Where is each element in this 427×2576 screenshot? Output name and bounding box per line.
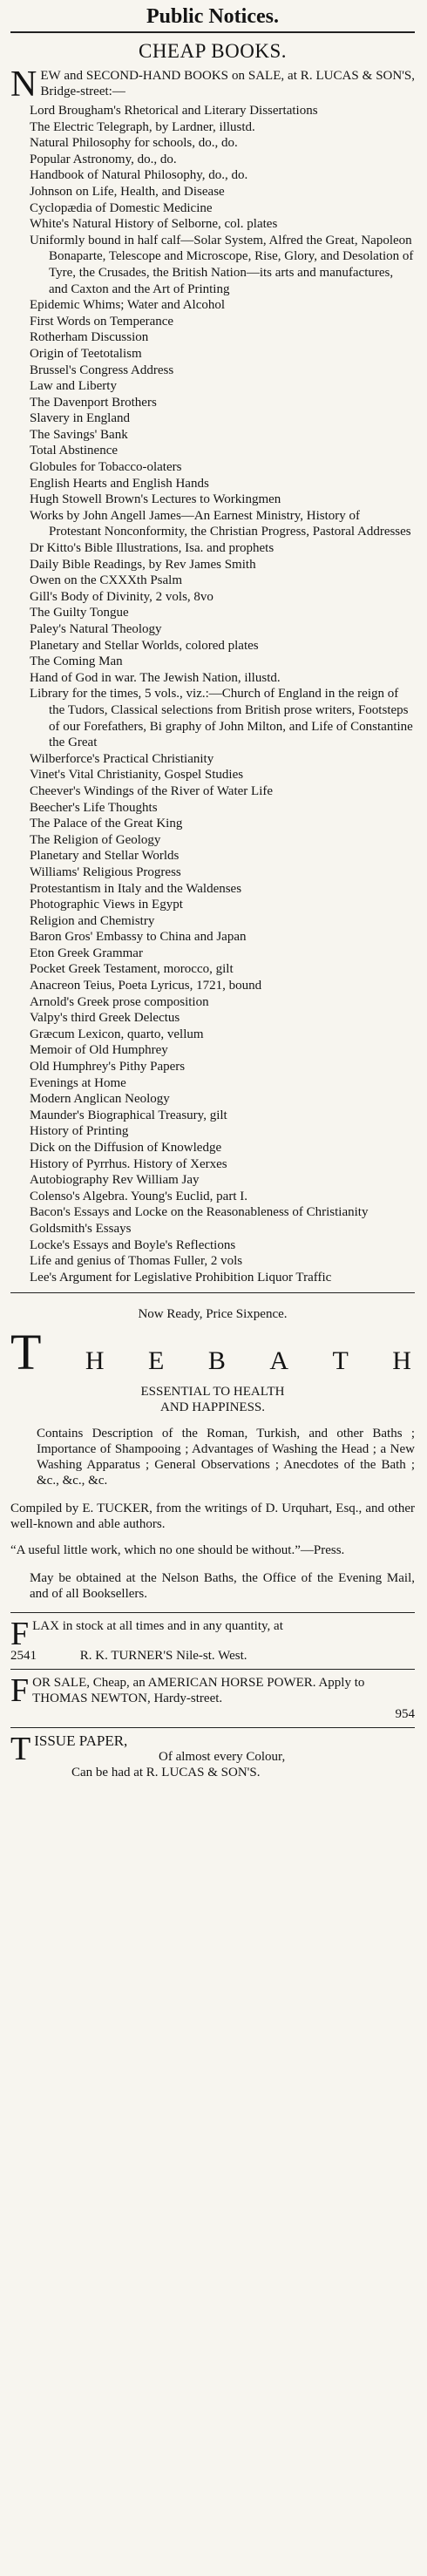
book-list-item: Rotherham Discussion <box>30 330 149 345</box>
horse-dropcap: F <box>10 1672 30 1710</box>
book-list-item: Lee's Argument for Legislative Prohibition Liquor Traffic <box>30 1270 332 1285</box>
book-list-item: Beecher's Life Thoughts <box>30 800 158 815</box>
bath-title-letter: T <box>10 1324 42 1381</box>
book-list-item: Brussel's Congress Address <box>30 363 174 377</box>
book-list-item: Origin of Teetotalism <box>30 346 142 361</box>
book-list-item: Anacreon Teius, Poeta Lyricus, 1721, bound <box>30 979 262 993</box>
flax-line1: LAX in stock at all times and in any quantity, at <box>32 1619 283 1634</box>
book-list-item: Pocket Greek Testament, morocco, gilt <box>30 962 234 977</box>
book-list-item: Lord Brougham's Rhetorical and Literary Dissertations <box>30 104 318 118</box>
horse-ref: 954 <box>395 1707 415 1722</box>
book-list-item: Johnson on Life, Health, and Disease <box>30 184 225 199</box>
book-list-item: Evenings at Home <box>30 1075 126 1090</box>
book-list-item: Williams' Religious Progress <box>30 864 181 879</box>
book-list-item: Law and Liberty <box>30 379 117 394</box>
bath-compiled: Compiled by E. TUCKER, from the writings of D. Urquhart, Esq., and other well-known and able authors. <box>10 1502 415 1532</box>
cheap-books-dropcap: N <box>10 64 37 105</box>
book-list-item: Arnold's Greek prose composition <box>30 994 209 1009</box>
divider <box>10 1612 415 1613</box>
flax-dropcap: F <box>10 1616 30 1653</box>
book-list-item: The Palace of the Great King <box>30 817 183 831</box>
divider <box>10 1669 415 1670</box>
book-list-item: Hand of God in war. The Jewish Nation, illustd. <box>30 670 281 685</box>
flax-address: R. K. TURNER'S Nile-st. West. <box>79 1649 247 1664</box>
book-list-item: Slavery in England <box>30 411 130 426</box>
book-list-item: History of Pyrrhus. History of Xerxes <box>30 1156 227 1171</box>
book-list-item: The Electric Telegraph, by Lardner, illustd. <box>30 119 255 134</box>
divider <box>10 1727 415 1728</box>
tissue-line1: ISSUE PAPER, <box>34 1732 128 1750</box>
book-list-item: Wilberforce's Practical Christianity <box>30 751 214 766</box>
book-list-item: The Savings' Bank <box>30 427 128 442</box>
book-list-item: Planetary and Stellar Worlds, colored plates <box>30 638 259 653</box>
book-list-item: Bacon's Essays and Locke on the Reasonableness of Christianity <box>30 1205 369 1220</box>
book-list-item: Library for the times, 5 vols., viz.:—Church of England in the reign of the Tudors, Classical selections from British prose writers, Footsteps of our Forefathers, Bi graphy of John Milton, and Life of Constantine the Great <box>30 687 413 750</box>
book-list-item: Owen on the CXXXth Psalm <box>30 573 182 588</box>
bath-subtitle-line2: AND HAPPINESS. <box>159 1400 266 1415</box>
book-list-item: The Davenport Brothers <box>30 395 157 410</box>
book-list-item: Modern Anglican Neology <box>30 1092 170 1107</box>
book-list-item: Dr Kitto's Bible Illustrations, Isa. and prophets <box>30 541 274 556</box>
book-list-item: Baron Gros' Embassy to China and Japan <box>30 930 247 945</box>
cheap-books-notice <box>10 38 415 1285</box>
bath-title <box>10 1324 415 1381</box>
book-list-item: Popular Astronomy, do., do. <box>30 152 177 166</box>
bath-subtitle-line1: ESSENTIAL TO HEALTH <box>140 1385 285 1400</box>
book-list-item: Epidemic Whims; Water and Alcohol <box>30 298 226 313</box>
book-list-item: First Words on Temperance <box>30 314 174 329</box>
book-list-item: Old Humphrey's Pithy Papers <box>30 1060 186 1074</box>
horse-notice <box>10 1672 415 1722</box>
book-list-item: Cheever's Windings of the River of Water Life <box>30 783 274 798</box>
flax-line2 <box>10 1648 415 1664</box>
book-list-item: Planetary and Stellar Worlds <box>30 849 180 864</box>
book-list-item: Religion and Chemistry <box>30 913 155 928</box>
book-list-item: Eton Greek Grammar <box>30 946 143 960</box>
book-list-item: Græcum Lexicon, quarto, vellum <box>30 1027 204 1041</box>
flax-notice <box>10 1618 415 1664</box>
book-list-item: Maunder's Biographical Treasury, gilt <box>30 1108 227 1122</box>
bath-title-letter: E <box>148 1346 165 1376</box>
book-list-item: White's Natural History of Selborne, col. plates <box>30 217 278 232</box>
bath-quote: “A useful little work, which no one should be without.”—Press. <box>10 1543 345 1558</box>
book-list-item: Paley's Natural Theology <box>30 622 162 636</box>
book-list-item: Natural Philosophy for schools, do., do. <box>30 136 238 151</box>
book-list-item: Goldsmith's Essays <box>30 1221 132 1236</box>
tissue-notice <box>10 1733 415 1780</box>
book-list-item: Vinet's Vital Christianity, Gospel Studies <box>30 768 244 783</box>
divider <box>10 1292 415 1293</box>
flax-ref: 2541 <box>10 1649 37 1664</box>
bath-subtitle <box>10 1384 415 1415</box>
section-header: Public Notices. <box>146 5 279 28</box>
tissue-line3: Can be had at R. LUCAS & SON'S. <box>71 1766 261 1780</box>
book-list-item: Uniformly bound in half calf—Solar System, Alfred the Great, Napoleon Bonaparte, Telescope and Microscope, Rise, Glory, and Desolation of Tyre, the Crusades, the British Nation—its arts and manufactures, and Caxton and the Art of Printing <box>30 233 414 296</box>
book-list-item: Dick on the Diffusion of Knowledge <box>30 1141 222 1155</box>
bath-contents: Contains Description of the Roman, Turkish, and other Baths ; Importance of Shampooing ; Advantages of Washing the Head ; a New Washing Apparatus ; General Observations ; Anecdotes of the Bath ; &c., &c., &c. <box>37 1427 415 1488</box>
bath-title-letter: H <box>392 1346 411 1376</box>
bath-title-letter: T <box>332 1346 349 1376</box>
book-list-item: English Hearts and English Hands <box>30 476 209 491</box>
cheap-books-title: CHEAP BOOKS. <box>138 40 287 62</box>
horse-text: OR SALE, Cheap, an AMERICAN HORSE POWER. Apply to THOMAS NEWTON, Hardy-street. <box>32 1676 365 1706</box>
book-list-item: Globules for Tobacco-olaters <box>30 460 182 475</box>
bath-title-letter: A <box>269 1346 288 1376</box>
book-list-item: Handbook of Natural Philosophy, do., do. <box>30 168 248 183</box>
book-list-item: Life and genius of Thomas Fuller, 2 vols <box>30 1254 243 1269</box>
book-list <box>10 103 415 1285</box>
bath-title-letter: B <box>207 1346 226 1376</box>
cheap-books-intro-text: EW and SECOND-HAND BOOKS on SALE, at R. LUCAS & SON'S, Bridge-street:— <box>40 69 415 98</box>
book-list-item: Total Abstinence <box>30 444 119 458</box>
book-list-item: Locke's Essays and Boyle's Reflections <box>30 1237 236 1252</box>
book-list-item: Colenso's Algebra. Young's Euclid, part I. <box>30 1189 247 1203</box>
bath-title-letter: H <box>85 1346 105 1376</box>
tissue-dropcap: T <box>10 1731 31 1768</box>
book-list-item: Valpy's third Greek Delectus <box>30 1011 180 1026</box>
header-rule <box>10 31 415 33</box>
book-list-item: The Guilty Tongue <box>30 606 129 620</box>
book-list-item: Cyclopædia of Domestic Medicine <box>30 200 213 215</box>
book-list-item: The Coming Man <box>30 654 123 669</box>
book-list-item: The Religion of Geology <box>30 832 161 847</box>
tissue-line2: Of almost every Colour, <box>159 1750 286 1765</box>
book-list-item: History of Printing <box>30 1124 129 1139</box>
book-list-item: Gill's Body of Divinity, 2 vols, 8vo <box>30 589 214 604</box>
book-list-item: Photographic Views in Egypt <box>30 898 183 912</box>
bath-notice <box>10 1305 415 1602</box>
bath-obtain: May be obtained at the Nelson Baths, the Office of the Evening Mail, and of all Booksellers. <box>30 1571 415 1602</box>
bath-ready-line: Now Ready, Price Sixpence. <box>138 1307 288 1322</box>
book-list-item: Hugh Stowell Brown's Lectures to Workingmen <box>30 492 281 507</box>
book-list-item: Protestantism in Italy and the Waldenses <box>30 881 242 896</box>
book-list-item: Daily Bible Readings, by Rev James Smith <box>30 557 256 572</box>
book-list-item: Autobiography Rev William Jay <box>30 1173 200 1188</box>
book-list-item: Works by John Angell James—An Earnest Ministry, History of Protestant Nonconformity, the Christian Progress, Pastoral Addresses <box>30 508 411 539</box>
cheap-books-intro <box>10 64 415 105</box>
book-list-item: Memoir of Old Humphrey <box>30 1043 168 1058</box>
